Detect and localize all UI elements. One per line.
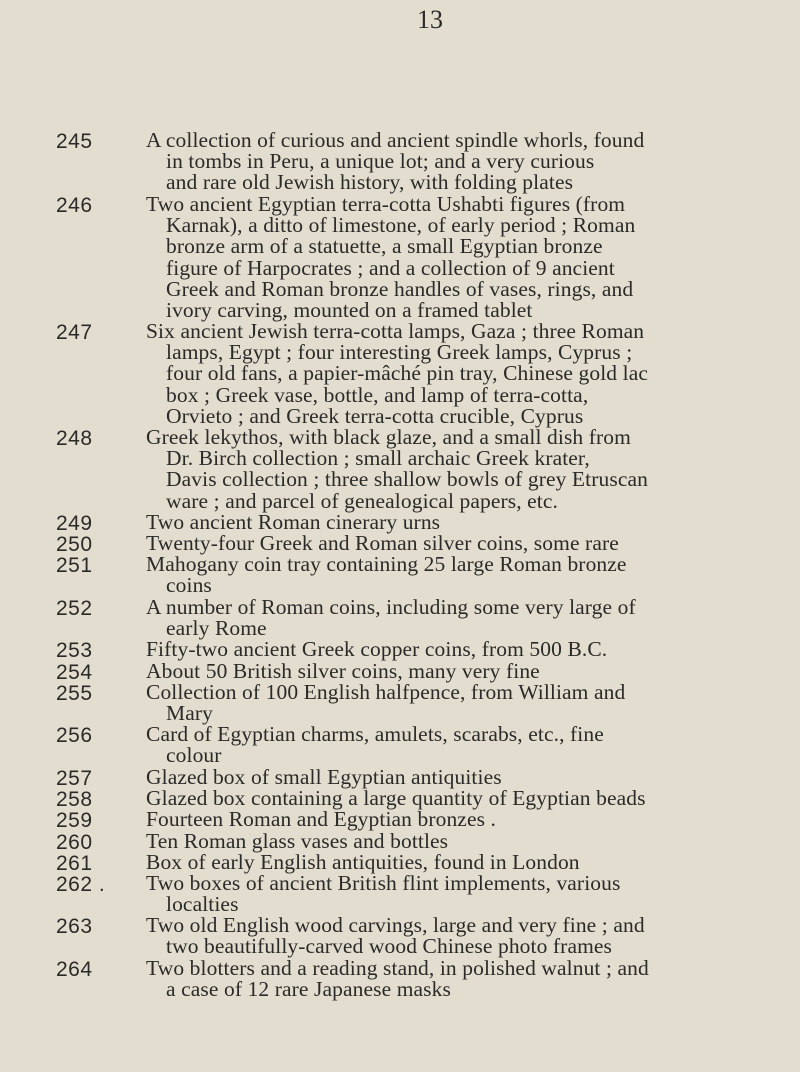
description-line: four old fans, a papier-mâché pin tray, Chinese gold lac [166, 361, 648, 386]
lot-description [146, 427, 780, 512]
description-line: ivory carving, mounted on a framed tablet [166, 298, 533, 323]
lot-number: 261 [56, 852, 93, 875]
description-line: Collection of 100 English halfpence, from William and [146, 680, 626, 704]
description-line: Glazed box of small Egyptian antiquities [146, 765, 502, 789]
description-line: Two ancient Roman cinerary urns [146, 510, 441, 534]
description-line: A collection of curious and ancient spindle whorls, found [146, 128, 645, 152]
description-line: Greek lekythos, with black glaze, and a small dish from [146, 425, 631, 449]
lot-description [146, 724, 780, 766]
description-line: lamps, Egypt ; four interesting Greek lamps, Cyprus ; [166, 340, 633, 365]
description-line: Box of early English antiquities, found in London [146, 850, 580, 874]
description-line: in tombs in Peru, a unique lot; and a very curious [166, 149, 595, 174]
description-line: Karnak), a ditto of limestone, of early period ; Roman [166, 213, 636, 238]
description-line: coins [166, 573, 212, 598]
description-line: colour [166, 743, 222, 768]
description-line: Mahogany coin tray containing 25 large Roman bronze [146, 552, 627, 576]
lot-number: 262 . [56, 873, 106, 896]
lot-number: 256 [56, 724, 93, 747]
description-line: bronze arm of a statuette, a small Egyptian bronze [166, 234, 603, 259]
lot-description [146, 639, 780, 660]
lot-number: 247 [56, 321, 93, 344]
lot-number: 248 [56, 427, 93, 450]
description-line: Davis collection ; three shallow bowls of grey Etruscan [166, 467, 648, 492]
description-line: figure of Harpocrates ; and a collection of 9 ancient [166, 255, 615, 280]
description-line: Greek and Roman bronze handles of vases, rings, and [166, 276, 634, 301]
description-line: Two ancient Egyptian terra-cotta Ushabti figures (from [146, 192, 626, 216]
description-line: Ten Roman glass vases and bottles [146, 829, 449, 853]
description-line: localties [166, 892, 239, 917]
description-line: two beautifully-carved wood Chinese photo frames [166, 934, 613, 959]
lot-number: 255 [56, 682, 93, 705]
description-line: early Rome [166, 616, 267, 641]
lot-description [146, 809, 780, 830]
lot-number: 253 [56, 639, 93, 662]
lot-description [146, 873, 780, 915]
lot-description [146, 194, 780, 321]
description-line: box ; Greek vase, bottle, and lamp of terra-cotta, [166, 382, 589, 407]
lot-description [146, 682, 780, 724]
page-number: 13 [417, 5, 443, 34]
description-line: About 50 British silver coins, many very fine [146, 659, 540, 683]
lot-number: 249 [56, 512, 93, 535]
description-line: Twenty-four Greek and Roman silver coins, some rare [146, 531, 619, 555]
lot-number: 254 [56, 661, 93, 684]
description-line: Orvieto ; and Greek terra-cotta crucible, Cyprus [166, 403, 584, 428]
description-line: Fifty-two ancient Greek copper coins, from 500 B.C. [146, 637, 608, 661]
lot-description [146, 321, 780, 427]
lot-number: 257 [56, 767, 93, 790]
lot-description [146, 958, 780, 1000]
description-line: Two blotters and a reading stand, in polished walnut ; and [146, 956, 649, 980]
description-line: Card of Egyptian charms, amulets, scarabs, etc., fine [146, 722, 604, 746]
description-line: Dr. Birch collection ; small archaic Greek krater, [166, 446, 590, 471]
lot-description [146, 597, 780, 639]
lot-number: 260 [56, 831, 93, 854]
description-line: Fourteen Roman and Egyptian bronzes . [146, 807, 497, 831]
lot-number: 250 [56, 533, 93, 556]
lot-description [146, 554, 780, 596]
description-line: ware ; and parcel of genealogical papers, etc. [166, 488, 558, 513]
description-line: Six ancient Jewish terra-cotta lamps, Gaza ; three Roman [146, 319, 645, 343]
description-line: a case of 12 rare Japanese masks [166, 977, 451, 1002]
lot-description [146, 915, 780, 957]
description-line: Two boxes of ancient British flint implements, various [146, 871, 621, 895]
lot-number: 259 [56, 809, 93, 832]
description-line: Two old English wood carvings, large and very fine ; and [146, 913, 645, 937]
lot-description [146, 130, 780, 194]
lot-number: 251 [56, 554, 93, 577]
lot-number: 245 [56, 130, 93, 153]
lot-number: 258 [56, 788, 93, 811]
description-line: and rare old Jewish history, with folding plates [166, 170, 574, 195]
description-line: A number of Roman coins, including some very large of [146, 595, 636, 619]
lot-number: 263 [56, 915, 93, 938]
lot-number: 252 [56, 597, 93, 620]
description-line: Glazed box containing a large quantity of Egyptian beads [146, 786, 646, 810]
lot-number: 264 [56, 958, 93, 981]
lot-number: 246 [56, 194, 93, 217]
description-line: Mary [166, 701, 213, 726]
